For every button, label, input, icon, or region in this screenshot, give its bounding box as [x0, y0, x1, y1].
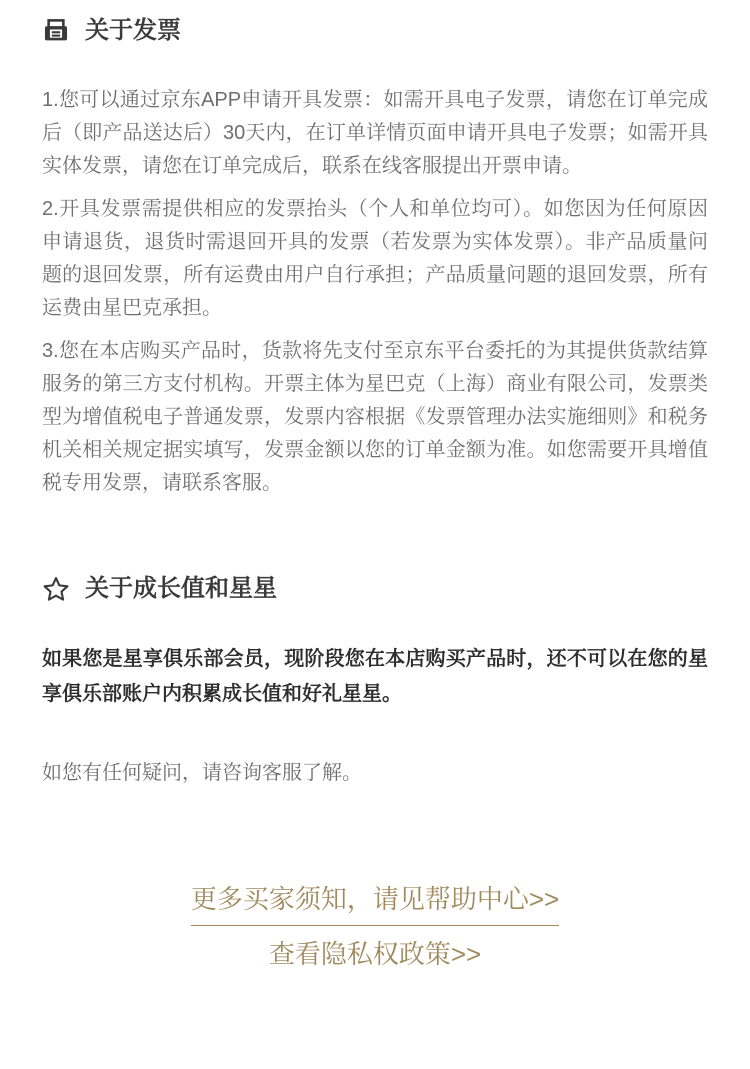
invoice-section — [42, 14, 708, 500]
rewards-note: 如您有任何疑问，请咨询客服了解。 — [42, 762, 362, 784]
invoice-paragraph-3: 3.您在本店购买产品时，货款将先支付至京东平台委托的为其提供货款结算服务的第三方支付机构。开票主体为星巴克（上海）商业有限公司，发票类型为增值税电子普通发票，发票内容根据《发票管理办法实施细则》和税务机关相关规定据实填写，发票金额以您的订单金额为准。如您需要开具增值税专用发票，请联系客服。 — [42, 340, 708, 494]
star-icon — [42, 575, 70, 603]
footer-links — [42, 884, 708, 969]
rewards-section-title: 关于成长值和星星 — [85, 575, 277, 602]
rewards-section — [42, 572, 708, 786]
invoice-section-title: 关于发票 — [85, 17, 181, 44]
privacy-link-row — [42, 939, 708, 969]
invoice-paragraph-2: 2.开具发票需提供相应的发票抬头（个人和单位均可）。如您因为任何原因申请退货，退货时需退回开具的发票（若发票为实体发票）。非产品质量问题的退回发票，所有运费由用户自行承担；产品质量问题的退回发票，所有运费由星巴克承担。 — [42, 198, 708, 319]
rewards-bold-paragraph: 如果您是星享俱乐部会员，现阶段您在本店购买产品时，还不可以在您的星享俱乐部账户内积累成长值和好礼星星。 — [42, 648, 708, 705]
printer-icon — [42, 17, 70, 45]
invoice-section-header — [42, 14, 708, 48]
invoice-paragraph-1: 1.您可以通过京东APP申请开具发票：如需开具电子发票，请您在订单完成后（即产品送达后）30天内，在订单详情页面申请开具电子发票；如需开具实体发票，请您在订单完成后，联系在线客服提出开票申请。 — [42, 89, 708, 177]
help-link-row — [42, 884, 708, 926]
rewards-section-header — [42, 572, 708, 606]
help-center-link[interactable]: 更多买家须知，请见帮助中心>> — [191, 884, 559, 926]
privacy-policy-link[interactable]: 查看隐私权政策>> — [268, 939, 482, 969]
